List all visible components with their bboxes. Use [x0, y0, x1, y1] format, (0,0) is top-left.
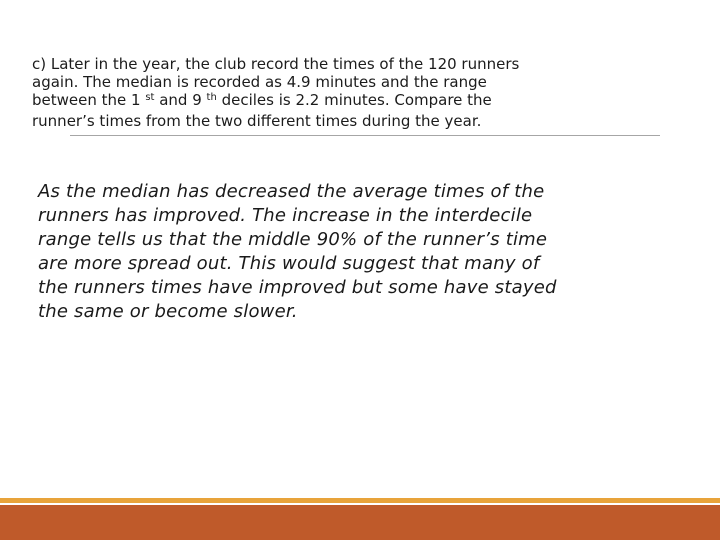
answer-line-6: the same or become slower.: [38, 301, 298, 322]
question-line-3-part-b: and 9: [154, 91, 207, 109]
footer-bar: [0, 505, 720, 540]
answer-line-1: As the median has decreased the average times of the: [38, 181, 545, 202]
question-line-4: runner’s times from the two different times during the year.: [32, 112, 482, 130]
answer-line-4: are more spread out. This would suggest that many of: [38, 253, 540, 274]
question-line-3-part-c: deciles is 2.2 minutes. Compare the: [216, 91, 492, 109]
question-line-1: c) Later in the year, the club record the times of the 120 runners: [32, 55, 520, 73]
superscript-st: st: [145, 92, 155, 103]
answer-line-3: range tells us that the middle 90% of the runner’s time: [38, 229, 548, 250]
answer-text: [38, 180, 658, 324]
question-line-3: [32, 91, 632, 112]
question-line-3-part-a: between the 1: [32, 91, 146, 109]
superscript-th: th: [206, 92, 217, 103]
divider-line: [70, 135, 660, 136]
question-text: [32, 55, 632, 130]
answer-line-5: the runners times have improved but some have stayed: [38, 277, 557, 298]
footer-accent-stripe: [0, 498, 720, 503]
question-line-2: again. The median is recorded as 4.9 minutes and the range: [32, 73, 487, 91]
answer-line-2: runners has improved. The increase in the interdecile: [38, 205, 533, 226]
